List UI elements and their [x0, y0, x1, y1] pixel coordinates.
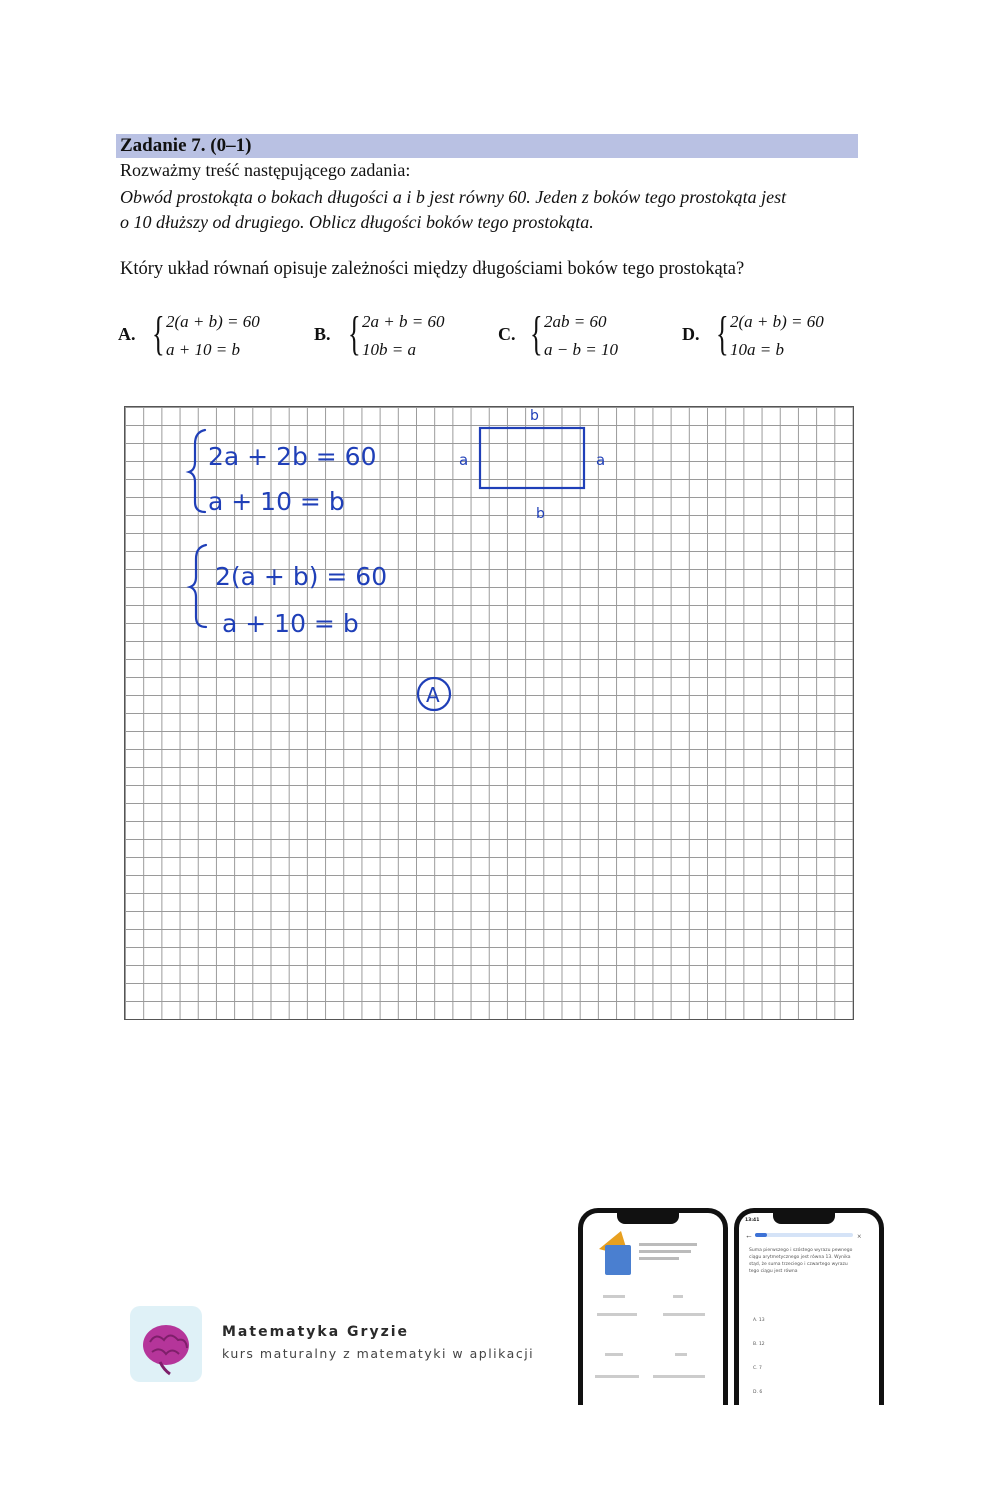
- option-a-eq1: 2(a + b) = 60: [166, 312, 260, 331]
- option-d-eq2: 10a = b: [730, 340, 784, 359]
- phone-mockup-1: [578, 1208, 728, 1405]
- option-b[interactable]: [314, 307, 474, 366]
- phone-2-time: 13:41: [745, 1218, 760, 1223]
- option-b-eq2: 10b = a: [362, 340, 416, 359]
- problem-line-2: o 10 dłuższy od drugiego. Oblicz długości boków tego prostokąta.: [120, 212, 594, 232]
- brand-name: Matematyka Gryzie: [222, 1324, 410, 1340]
- phone-mockup-2: [734, 1208, 884, 1405]
- option-b-letter: B.: [314, 324, 331, 344]
- option-b-eq1: 2a + b = 60: [362, 312, 445, 331]
- option-b-brace: {: [348, 307, 361, 360]
- phone-2-question: Suma pierwszego i szóstego wyrazu pewnego ciągu arytmetycznego jest równa 13. Wynika stąd, że suma trzeciego i czwartego wyrazu tego ciągu jest równa: [749, 1248, 853, 1274]
- system2-eq1: 2(a + b) = 60: [215, 562, 388, 591]
- option-d-brace: {: [716, 307, 729, 360]
- rect-label-bottom: b: [536, 506, 545, 522]
- option-d-eq1: 2(a + b) = 60: [730, 312, 824, 331]
- task-header-bar: [116, 134, 858, 158]
- task-intro: Rozważmy treść następującego zadania:: [120, 160, 411, 180]
- phone-2-answer-b: B. 12: [753, 1342, 765, 1347]
- question-text: Który układ równań opisuje zależności między długościami boków tego prostokąta?: [120, 259, 745, 279]
- phone-2-answer-d: D. 6: [753, 1390, 763, 1395]
- system1-eq2: a + 10 = b: [208, 487, 345, 516]
- option-c-brace: {: [530, 307, 543, 360]
- graph-paper-grid[interactable]: [124, 406, 854, 1020]
- system2-eq2: a + 10 = b: [222, 609, 359, 638]
- option-a[interactable]: [118, 307, 288, 366]
- brand-logo-card: [130, 1306, 202, 1382]
- option-d[interactable]: [682, 307, 852, 366]
- phone-2-answer-a: A. 13: [753, 1318, 765, 1323]
- option-c-letter: C.: [498, 324, 516, 344]
- problem-line-1: Obwód prostokąta o bokach długości a i b jest równy 60. Jeden z boków tego prostokąta jest: [120, 187, 787, 207]
- rect-label-top: b: [530, 408, 539, 424]
- task-title: Zadanie 7. (0–1): [120, 135, 252, 156]
- rect-label-right: a: [596, 451, 606, 469]
- phone-1-notch: [617, 1212, 679, 1224]
- phone-2-answer-c: C. 7: [753, 1366, 762, 1371]
- brain-icon: [130, 1306, 202, 1382]
- option-d-letter: D.: [682, 324, 700, 344]
- phone-1-screen: [583, 1213, 723, 1405]
- option-a-eq2: a + 10 = b: [166, 340, 240, 359]
- close-icon: ×: [857, 1232, 862, 1241]
- system1-eq1: 2a + 2b = 60: [208, 442, 377, 471]
- back-arrow-icon: ←: [745, 1231, 753, 1240]
- brand-tagline: kurs maturalny z matematyki w aplikacji: [222, 1346, 535, 1361]
- rect-label-left: a: [459, 451, 469, 469]
- answer-letter: A: [426, 683, 440, 707]
- option-c-eq2: a − b = 10: [544, 340, 618, 359]
- option-c-eq1: 2ab = 60: [544, 312, 607, 331]
- option-a-letter: A.: [118, 324, 136, 344]
- option-a-brace: {: [152, 307, 165, 360]
- option-c[interactable]: [498, 307, 648, 366]
